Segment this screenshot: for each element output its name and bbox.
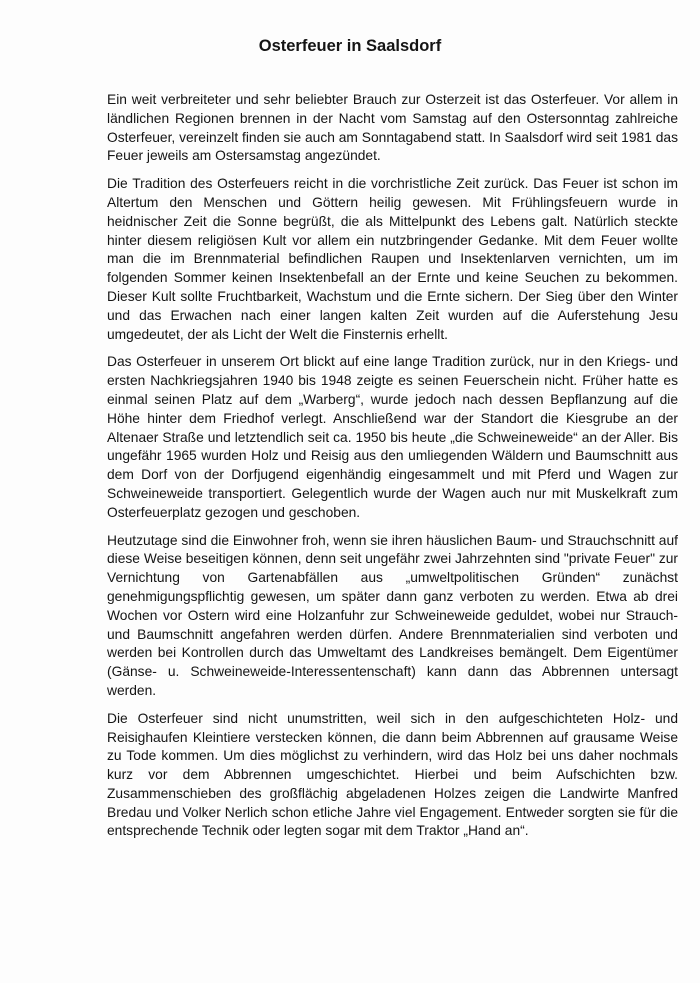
paragraph-2: Die Tradition des Osterfeuers reicht in die vorchristliche Zeit zurück. Das Feuer ist schon im Altertum den Menschen und Göttern heilig gewesen. Mit Frühlingsfeuern wurde in heidnischer Zeit die Sonne begrüßt, die als Mittelpunkt des Lebens galt. Natürlich steckte hinter diesem religiösen Kult vor allem ein nutzbringender Gedanke. Mit dem Feuer wollte man die im Brennmaterial befindlichen Raupen und Insektenlarven vernichten, um im folgenden Sommer keinen Insektenbefall an der Ernte und keine Seuchen zu bekommen. Dieser Kult sollte Fruchtbarkeit, Wachstum und die Ernte sichern. Der Sieg über den Winter und das Erwachen nach einer langen kalten Zeit wurden auf die Auferstehung Jesu umgedeutet, der als Licht der Welt die Finsternis erhellt. (107, 176, 678, 342)
document-body (107, 91, 678, 850)
document-title: Osterfeuer in Saalsdorf (258, 37, 442, 55)
paragraph-3: Das Osterfeuer in unserem Ort blickt auf eine lange Tradition zurück, nur in den Kriegs- und ersten Nachkriegsjahren 1940 bis 1948 zeigte es seinen Feuerschein nicht. Früher hatte es einmal seinen Platz auf dem „Warberg“, wurde jedoch nach dessen Bepflanzung auf die Höhe hinter dem Friedhof verlegt. Anschließend war der Standort die Kiesgrube an der Altenaer Straße und letztendlich seit ca. 1950 bis heute „die Schweineweide“ an der Aller. Bis ungefähr 1965 wurden Holz und Reisig aus den umliegenden Wäldern und Baumschnitt aus dem Dorf von der Dorfjugend eigenhändig eingesammelt und mit Pferd und Wagen zur Schweineweide transportiert. Gelegentlich wurde der Wagen auch nur mit Muskelkraft zum Osterfeuerplatz gezogen und geschoben. (107, 354, 678, 520)
paragraph-4: Heutzutage sind die Einwohner froh, wenn sie ihren häuslichen Baum- und Strauchschnitt auf diese Weise beseitigen können, denn seit ungefähr zwei Jahrzehnten sind "private Feuer" zur Vernichtung von Gartenabfällen aus „umweltpolitischen Gründen“ zunächst genehmigungspflichtig gewesen, um später dann ganz verboten zu werden. Etwa ab drei Wochen vor Ostern wird eine Holzanfuhr zur Schweineweide geduldet, wobei nur Strauch- und Baumschnitt angefahren werden dürfen. Andere Brennmaterialien sind verboten und werden bei Kontrollen durch das Umweltamt des Landkreises bemängelt. Dem Eigentümer (Gänse- u. Schweineweide-Interessentenschaft) kann dann das Abbrennen untersagt werden. (107, 532, 678, 698)
paragraph-1: Ein weit verbreiteter und sehr beliebter Brauch zur Osterzeit ist das Osterfeuer. Vor allem in ländlichen Regionen brennen in der Nacht vom Samstag auf den Ostersonntag zahlreiche Osterfeuer, vereinzelt finden sie auch am Sonntagabend statt. In Saalsdorf wird seit 1981 das Feuer jeweils am Ostersamstag angezündet. (107, 92, 678, 164)
paragraph-5: Die Osterfeuer sind nicht unumstritten, weil sich in den aufgeschichteten Holz- und Reisighaufen Kleintiere verstecken können, die dann beim Abbrennen auf grausame Weise zu Tode kommen. Um dies möglichst zu verhindern, wird das Holz bei uns daher nochmals kurz vor dem Abbrennen umgeschichtet. Hierbei und beim Aufschichten bzw. Zusammenschieben des großflächig abgeladenen Holzes zeigen die Landwirte Manfred Bredau und Volker Nerlich schon etliche Jahre viel Engagement. Entweder sorgten sie für die entsprechende Technik oder legten sogar mit dem Traktor „Hand an“. (107, 710, 678, 839)
